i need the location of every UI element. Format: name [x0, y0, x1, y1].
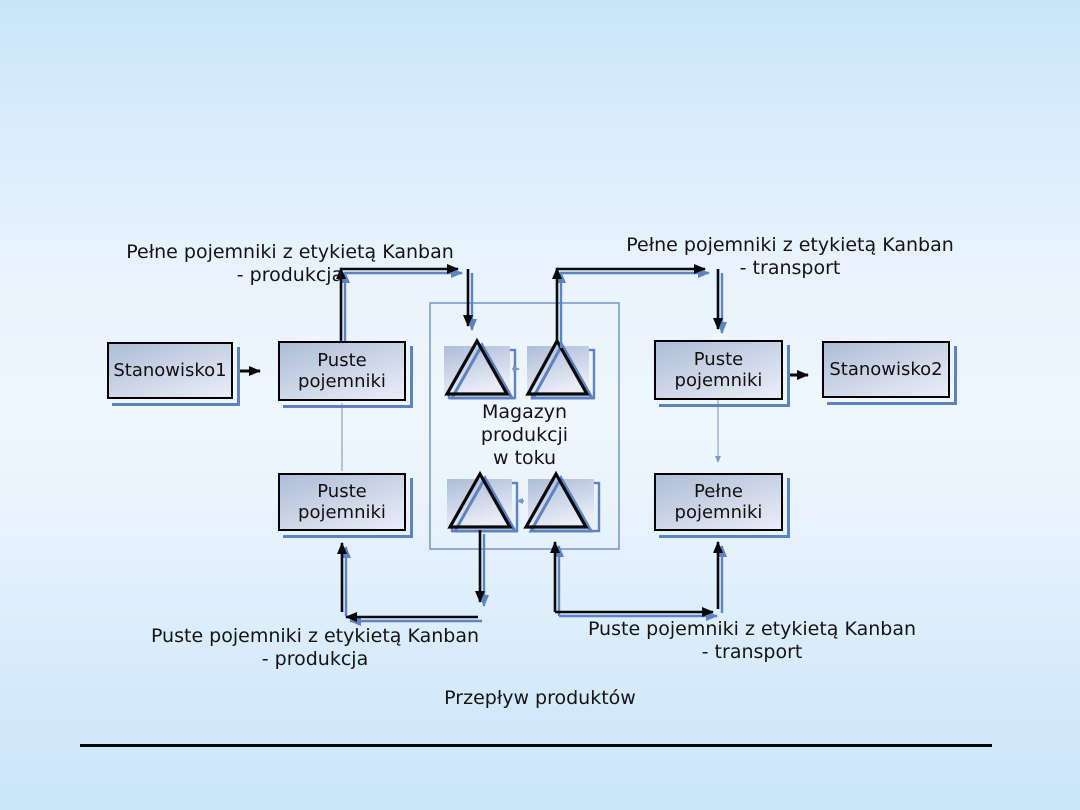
box-label: pojemniki — [674, 370, 763, 391]
label-line: Puste pojemniki z etykietą Kanban — [150, 625, 480, 647]
label-line: Pełne pojemniki z etykietą Kanban — [126, 241, 454, 263]
box-stanowisko-2 — [822, 341, 950, 398]
label-pelne-produkcja — [95, 241, 485, 287]
magazyn-line: w toku — [492, 447, 557, 469]
box-label: Pełne — [694, 481, 743, 502]
box-label: pojemniki — [298, 371, 386, 392]
label-line: - produkcja — [236, 264, 344, 286]
label-line: - transport — [701, 641, 803, 663]
box-label: Puste — [317, 481, 367, 502]
box-puste-pojemniki-bottom-left — [278, 473, 406, 531]
box-puste-pojemniki-top-left — [278, 341, 406, 401]
label-puste-transport — [552, 618, 952, 664]
label-line: - produkcja — [261, 648, 369, 670]
slide-caption: Przepływ produktów — [444, 687, 636, 709]
box-label: Puste — [693, 349, 744, 370]
box-label: Stanowisko1 — [113, 360, 227, 381]
bottom-divider — [80, 744, 992, 747]
label-line: - transport — [739, 257, 841, 279]
box-label: Stanowisko2 — [829, 359, 943, 380]
box-label: pojemniki — [298, 502, 386, 523]
box-pelne-pojemniki-bottom-right — [654, 473, 783, 531]
magazyn-label — [430, 401, 619, 470]
magazyn-line: Magazyn — [482, 401, 567, 423]
magazyn-line: produkcji — [480, 424, 569, 446]
box-puste-pojemniki-top-right — [654, 340, 783, 400]
box-label: Puste — [317, 350, 367, 371]
box-label: pojemniki — [674, 502, 763, 523]
label-line: Pełne pojemniki z etykietą Kanban — [626, 234, 954, 256]
label-pelne-transport — [595, 234, 985, 280]
label-line: Puste pojemniki z etykietą Kanban — [587, 618, 917, 640]
box-stanowisko-1 — [107, 342, 233, 399]
label-puste-produkcja — [115, 625, 515, 671]
